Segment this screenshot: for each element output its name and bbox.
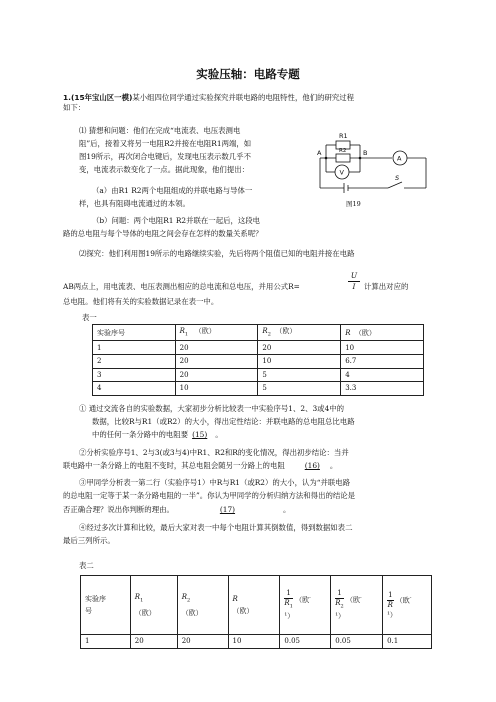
table2-header-cell: $R_1$ （欧）: [130, 576, 177, 635]
table1: [92, 324, 424, 396]
table-cell: 1: [81, 635, 131, 649]
table-cell: 6.7: [341, 354, 424, 368]
conclusion3-line2: 的总电阻一定等于某一条分路电阻的一半”。你认为甲同学的分析归纳方法和得出的结论是: [63, 491, 356, 500]
table1-header-row: [93, 325, 424, 341]
conclusion2-line2-text: 联电路中一条分路上的电阻不变时，其总电阻会随另一分路上的电阻: [63, 461, 285, 470]
table1-header-cell: $R_1$ （欧）: [175, 325, 258, 341]
table-cell: 4: [341, 368, 424, 382]
table-cell: 5: [258, 368, 341, 382]
table2-header-unit: （欧: [395, 596, 410, 604]
formula-u-over-i: [348, 271, 360, 292]
conclusion3-line1: ③甲同学分析表一第二行（实验序号1）中R与R1（或R2）的大小，认为“并联电路: [79, 478, 351, 487]
table-cell: 5: [258, 382, 341, 396]
answer-blank-16[interactable]: (16): [304, 461, 320, 470]
question-number-source: 1.(15年宝山区一模): [63, 93, 133, 102]
question-intro-line1: [63, 93, 354, 103]
label-point-a: A: [317, 149, 322, 157]
conclusion3-line3: [63, 505, 290, 515]
conclusion1-line3: [92, 430, 223, 440]
table-cell: 20: [175, 354, 258, 368]
table-row: [93, 382, 424, 396]
fraction-1-over-r1: $\frac{1}{R_1}$: [284, 588, 293, 610]
page-title: 实验压轴：电路专题: [196, 67, 300, 81]
formula-numerator: U: [350, 271, 358, 280]
table1-header-cell: R （欧）: [341, 325, 424, 341]
conclusion2-line1: ②分析实验序号1、2与3(或3与4)中R1、R2和R的变化情况，得出初步结论：当并: [79, 448, 349, 457]
table-cell: 10: [175, 382, 258, 396]
table2-header-cell: $\frac{1}{R}$ （欧- ¹）: [383, 576, 432, 635]
formula-denominator: I: [352, 282, 356, 291]
conclusion1-line3-text: 中的任何一条分路中的电阻要: [92, 430, 189, 439]
table2-header-unit-close: ¹）: [335, 612, 346, 621]
table2-header-unit-close: ¹）: [284, 612, 295, 621]
answer-blank-15[interactable]: (15): [192, 430, 208, 439]
table-cell: 20: [177, 635, 228, 649]
table2-header-cell: [81, 576, 131, 635]
table2-header-unit: （欧: [295, 596, 310, 604]
table2-header-unit: （欧）: [232, 607, 254, 615]
table1-header-cell: $R_2$ （欧）: [258, 325, 341, 341]
conclusion2-line2: [63, 461, 337, 471]
table-cell: 20: [175, 341, 258, 355]
part2-line3: 总电阻。他们将有关的实验数据记录在表一中。: [63, 297, 219, 306]
table2-header-unit-close: ¹）: [387, 610, 397, 619]
table2-header-unit: （欧: [345, 596, 360, 604]
conclusion1-line2: 数据，比较R与R1（或R2）的大小，得出定性结论：并联电路的总电阻总比电路: [92, 417, 355, 426]
part1a-line1: （a）由R1 R2两个电阻组成的并联电路与导体一: [92, 186, 253, 195]
conclusion2-tail: 。: [329, 461, 338, 470]
conclusion1-tail: 。: [215, 430, 223, 439]
table2-header-seq-line1: 实验序: [85, 595, 106, 603]
table2-header-cell: R （欧）: [228, 576, 280, 635]
table2-header-cell: $R_2$ （欧）: [177, 576, 228, 635]
table-row: [93, 341, 424, 355]
conclusion4-line2: 最后三列所示。: [63, 536, 115, 545]
table-cell: 20: [175, 368, 258, 382]
part2-line1: ⑵探究：他们利用图19所示的电路继续实验，先后将两个阻值已知的电阻并接在电路: [79, 249, 355, 258]
part1-line1: ⑴ 猜想和问题：他们在完成“电流表、电压表测电: [79, 126, 241, 135]
table-cell: 2: [93, 354, 176, 368]
label-switch: S: [395, 174, 400, 182]
part1b-line2: 路的总电阻与每个导体的电阻之间会存在怎样的数量关系呢？: [63, 229, 263, 238]
part2-line2-text: AB两点上，用电流表、电压表测出相应的总电流和总电压，并用公式R=: [63, 282, 300, 291]
table2-header-unit: （欧）: [134, 608, 156, 617]
table-cell: 3: [93, 368, 176, 382]
switch-icon: [388, 182, 402, 188]
table-cell: 10: [258, 354, 341, 368]
table-cell: 20: [258, 341, 341, 355]
table-cell: 0.05: [280, 635, 331, 649]
conclusion4-line1: ④经过多次计算和比较，最后大家对表一中每个电阻计算其倒数值，得到数据如表二: [79, 523, 353, 532]
table2-header-cell: $\frac{1}{R_1}$ （欧- ¹）: [280, 576, 331, 635]
part1-line2: 阻”后，接着又将另一电阻R2并接在电阻R1两端，如: [79, 139, 252, 148]
label-r2: R2: [339, 148, 347, 154]
part1b-line1: （b）问题：两个电阻R1 R2并联在一起后，这段电: [92, 216, 261, 225]
table1-header-cell: 实验序号: [93, 325, 176, 341]
question-intro-line2: 如下：: [63, 103, 86, 112]
table1-caption: 表一: [82, 313, 97, 322]
table-row: [93, 354, 424, 368]
table-cell: 20: [130, 635, 177, 649]
table-cell: 0.05: [331, 635, 383, 649]
table-cell: 1: [93, 341, 176, 355]
part2-line2-tail: 计算出对应的: [364, 282, 409, 291]
table2-header-seq-line2: 号: [85, 607, 92, 615]
fraction-1-over-r: $\frac{1}{R}$: [387, 590, 393, 609]
table-cell: 0.1: [383, 635, 432, 649]
part2-line2: [63, 282, 300, 292]
conclusion3-line3-text: 否正确合理？说出你判断的理由。: [63, 505, 174, 514]
table2-header-unit: （欧）: [181, 608, 203, 617]
label-voltmeter: V: [339, 168, 344, 177]
part1a-line2: 样，也具有阻碍电流通过的本领。: [79, 199, 190, 208]
part1-line4: 变，电流表示数变化了一点。据此现象，他们提出：: [79, 165, 249, 174]
table2-caption: 表二: [79, 561, 94, 570]
table-cell: 3.3: [341, 382, 424, 396]
table-row: [93, 368, 424, 382]
fraction-1-over-r2: $\frac{1}{R_2}$: [335, 588, 344, 610]
answer-blank-17[interactable]: (17): [219, 505, 236, 514]
label-point-b: B: [363, 149, 368, 157]
table-row: [81, 635, 432, 649]
table2-header-cell: $\frac{1}{R_2}$ （欧- ¹）: [331, 576, 383, 635]
table2: [80, 575, 432, 649]
question-intro-text: 某小组四位同学通过实验探究并联电路的电阻特性，他们的研究过程: [132, 93, 355, 102]
conclusion1-line1: ① 通过交流各自的实验数据，大家初步分析比较表一中实验序号1、2、3或4中的: [79, 404, 345, 413]
table-cell: 10: [341, 341, 424, 355]
conclusion3-tail: 。: [283, 505, 291, 514]
circuit-diagram-figure-19: [318, 128, 438, 194]
label-r1: R1: [339, 132, 348, 140]
part1-line3: 图19所示，再次闭合电键后，发现电压表示数几乎不: [79, 152, 252, 161]
table-cell: 10: [228, 635, 280, 649]
resistor-r2-icon: [336, 154, 350, 162]
label-ammeter: A: [397, 154, 402, 163]
table2-header-row: [81, 576, 432, 635]
figure-caption: 图19: [346, 200, 361, 208]
table-cell: 4: [93, 382, 176, 396]
